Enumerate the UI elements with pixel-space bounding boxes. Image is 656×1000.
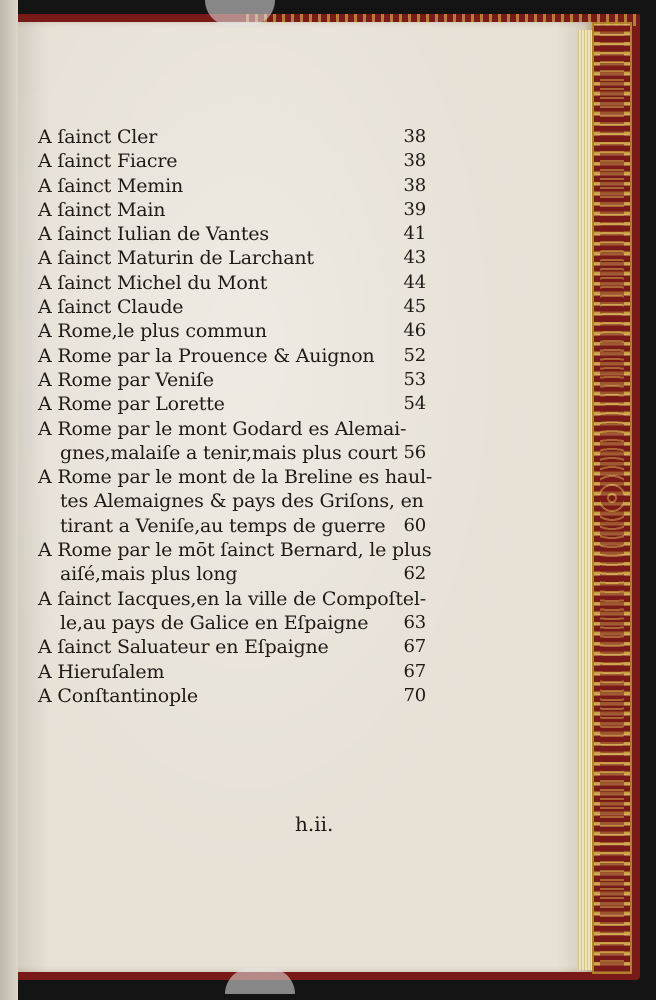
toc-entry (38, 295, 426, 319)
toc-entry-page-number: 41 (403, 223, 426, 245)
toc-entry-page-number: 53 (403, 368, 426, 390)
toc-entry-title: A ſainct Cler (38, 126, 158, 148)
toc-entry (38, 392, 426, 416)
toc-entry (38, 465, 433, 489)
toc-entry-title: A ſainct Saluateur en Eſpaigne (38, 636, 329, 659)
toc-entry-title: tirant a Veniſe,au temps de guerre (60, 514, 386, 537)
toc-entry-page-number: 67 (403, 636, 426, 658)
toc-entry-title: A ſainct Iacques,en la ville de Compoſtel- (38, 587, 426, 610)
toc-entry-page-number: 54 (403, 393, 426, 415)
toc-entry-title: gnes,malaiſe a tenir,mais plus court (60, 441, 398, 464)
toc-entry (38, 319, 426, 343)
toc-entry-title: A Rome par la Prouence & Auignon (38, 344, 375, 367)
toc-entry-title: A ſainct Michel du Mont (38, 271, 268, 294)
toc-entry-title: A ſainct Memin (38, 174, 183, 197)
toc-entry-page-number: 52 (403, 344, 426, 366)
toc-entry (38, 174, 426, 198)
table-of-contents (38, 125, 433, 708)
toc-entry (38, 344, 426, 368)
toc-entry (38, 125, 426, 149)
toc-entry-page-number: 43 (403, 247, 426, 269)
toc-entry-title: A Rome par Lorette (38, 393, 225, 416)
toc-entry-page-number: 38 (403, 126, 426, 147)
toc-entry (38, 222, 426, 246)
toc-entry (38, 684, 426, 708)
toc-entry (38, 246, 426, 270)
toc-entry-page-number: 38 (403, 174, 426, 196)
toc-entry-title: A ſainct Maturin de Larchant (38, 247, 314, 270)
toc-entry-title: A Hieruſalem (38, 660, 165, 683)
toc-entry-title: le,au pays de Galice en Eſpaigne (60, 611, 369, 634)
toc-entry-page-number: 62 (403, 563, 426, 585)
toc-entry (38, 271, 426, 295)
toc-entry-page-number: 45 (403, 296, 426, 318)
toc-entry (38, 562, 426, 586)
page-fore-edge (578, 30, 592, 970)
toc-entry (38, 368, 426, 392)
toc-entry-page-number: 67 (403, 660, 426, 682)
toc-entry-title: A ſainct Main (38, 198, 166, 221)
toc-entry (38, 417, 426, 441)
toc-entry-page-number: 44 (403, 271, 426, 293)
toc-entry (38, 489, 426, 513)
toc-entry-page-number: 39 (403, 198, 426, 220)
toc-entry-title: tes Alemaignes & pays des Griſons, en (60, 490, 424, 513)
toc-entry-title: A Rome,le plus commun (38, 320, 267, 343)
toc-entry (38, 538, 432, 562)
toc-entry-page-number: 70 (403, 684, 426, 706)
toc-entry-title: A ſainct Fiacre (38, 150, 178, 173)
toc-entry (38, 441, 426, 465)
toc-entry-title: A Conſtantinople (38, 684, 198, 707)
toc-entry (38, 198, 426, 222)
toc-entry (38, 635, 426, 659)
toc-entry (38, 149, 426, 173)
toc-entry (38, 514, 426, 538)
toc-entry-page-number: 46 (403, 320, 426, 342)
toc-entry (38, 660, 426, 684)
toc-entry-title: aiſé,mais plus long (60, 563, 238, 586)
toc-entry-title: A ſainct Claude (38, 296, 184, 319)
signature-mark: h.ii. (295, 812, 334, 836)
toc-entry-page-number: 56 (403, 441, 426, 463)
toc-entry-page-number: 38 (403, 150, 426, 172)
toc-entry-page-number: 60 (403, 514, 426, 536)
adjacent-page-sliver (0, 0, 18, 1000)
toc-entry-page-number: 63 (403, 611, 426, 633)
toc-entry (38, 587, 426, 611)
toc-entry (38, 611, 426, 635)
gilt-border-decoration (592, 22, 632, 974)
toc-entry-title: A Rome par le mont Godard es Alemai- (38, 417, 407, 440)
toc-entry-title: A Rome par Veniſe (38, 368, 214, 391)
toc-entry-title: A Rome par le mont de la Breline es haul- (38, 466, 433, 489)
toc-entry-title: A ſainct Iulian de Vantes (38, 223, 269, 246)
toc-entry-title: A Rome par le mōt ſainct Bernard, le plus (38, 539, 432, 562)
